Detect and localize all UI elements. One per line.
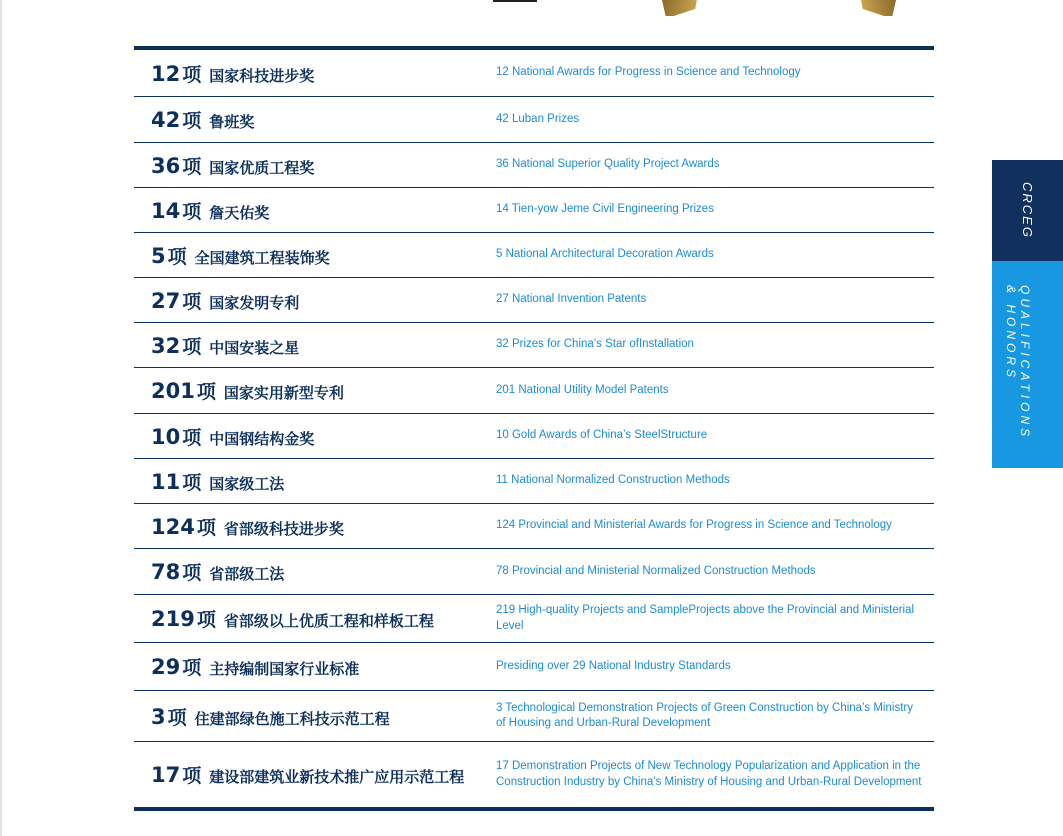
honor-zh-cell (134, 703, 496, 730)
honor-unit: 项 (167, 706, 187, 729)
honor-count: 29 (151, 655, 181, 679)
honor-title-zh: 省部级科技进步奖 (223, 519, 344, 538)
honor-unit: 项 (182, 110, 202, 132)
honor-title-en: 14 Tien-yow Jeme Civil Engineering Prizes (496, 203, 714, 216)
table-row (134, 277, 934, 322)
honor-title-en: Presiding over 29 National Industry Standards (496, 659, 731, 672)
honor-unit: 项 (182, 290, 202, 313)
honor-count: 27 (151, 288, 181, 313)
honor-zh-cell (134, 197, 496, 224)
honor-count: 5 (151, 243, 166, 268)
honor-count: 11 (151, 469, 181, 494)
honor-zh-cell (134, 152, 496, 179)
honor-title-zh: 全国建筑工程装饰奖 (194, 248, 330, 267)
honor-title-zh: 住建部绿色施工科技示范工程 (194, 709, 390, 728)
honor-title-en: 11 National Normalized Construction Methods (496, 474, 730, 487)
honor-zh-cell (134, 468, 496, 495)
honor-count: 32 (151, 333, 181, 358)
honor-count: 78 (151, 560, 181, 584)
honor-title-zh: 鲁班奖 (209, 113, 255, 131)
honor-count: 36 (151, 153, 181, 178)
honor-zh-cell (134, 423, 496, 450)
honor-count: 124 (151, 514, 195, 539)
table-row (134, 741, 934, 807)
table-row (134, 232, 934, 277)
honor-zh-cell (134, 558, 496, 585)
side-tab-code: CRCEG (1020, 182, 1035, 239)
honor-title-en: 12 National Awards for Progress in Science and Technology (496, 66, 801, 79)
honor-unit: 项 (182, 471, 202, 494)
honor-unit: 项 (182, 657, 202, 679)
table-row (134, 503, 934, 548)
honor-zh-cell (134, 605, 496, 632)
honor-title-zh: 詹天佑奖 (209, 203, 270, 222)
honor-unit: 项 (182, 200, 202, 223)
honor-title-en: 10 Gold Awards of China’s SteelStructure (496, 429, 708, 442)
side-section-tab[interactable] (992, 160, 1063, 468)
table-row (134, 690, 934, 741)
medal-ribbon-right-decoration (836, 0, 896, 16)
honor-zh-cell (134, 106, 496, 133)
table-row (134, 96, 934, 142)
honor-unit: 项 (167, 245, 187, 268)
honor-title-zh: 国家科技进步奖 (209, 66, 315, 85)
side-tab-title-line1: QUALIFICATIONS (1018, 285, 1032, 441)
honor-unit: 项 (182, 63, 202, 86)
honor-title-en: 42 Luban Prizes (496, 112, 580, 125)
honor-zh-cell (134, 513, 496, 540)
honor-count: 42 (151, 108, 181, 132)
top-rule-mark (493, 0, 537, 2)
honor-zh-cell (134, 332, 496, 359)
table-row (134, 413, 934, 458)
honor-title-en: 124 Provincial and Ministerial Awards for Progress in Science and Technology (496, 519, 892, 532)
honor-title-zh: 建设部建筑业新技术推广应用示范工程 (209, 768, 465, 786)
honor-zh-cell (134, 377, 496, 404)
honor-title-en: 36 National Superior Quality Project Awards (496, 158, 720, 171)
medal-ribbon-left-decoration (662, 0, 722, 16)
side-tab-title-line2: & HONORS (1004, 285, 1018, 382)
table-row (134, 187, 934, 232)
honor-count: 17 (151, 763, 181, 787)
honor-zh-cell (134, 287, 496, 314)
honor-title-zh: 主持编制国家行业标准 (209, 660, 360, 678)
honor-title-en: 3 Technological Demonstration Projects of Green Construction by China’s Ministry of Housing and Urban-Rural Development (496, 701, 913, 729)
honor-count: 201 (151, 379, 195, 403)
honor-count: 12 (151, 61, 181, 86)
table-row (134, 142, 934, 187)
table-row (134, 642, 934, 690)
table-row (134, 322, 934, 367)
honor-title-zh: 国家优质工程奖 (209, 158, 315, 177)
honor-zh-cell (134, 653, 496, 680)
honor-count: 10 (151, 424, 181, 449)
honor-zh-cell (134, 761, 496, 788)
honor-unit: 项 (182, 335, 202, 358)
honor-title-en: 5 National Architectural Decoration Awards (496, 248, 714, 261)
honor-unit: 项 (182, 155, 202, 178)
honor-unit: 项 (182, 426, 202, 449)
honor-title-en: 27 National Invention Patents (496, 293, 647, 306)
honor-count: 219 (151, 607, 195, 631)
honor-count: 3 (151, 704, 166, 729)
honor-title-zh: 省部级工法 (209, 565, 285, 583)
table-row (134, 548, 934, 594)
honor-unit: 项 (196, 609, 216, 631)
honor-title-en: 17 Demonstration Projects of New Technology Popularization and Application in the Construction Industry by China’s Ministry of Housing and Urban-Rural Development (496, 760, 922, 788)
honor-title-zh: 省部级以上优质工程和样板工程 (223, 612, 434, 630)
honor-count: 14 (151, 198, 181, 223)
honor-title-zh: 中国钢结构金奖 (209, 429, 315, 448)
honors-table (134, 46, 934, 811)
honor-unit: 项 (196, 381, 216, 403)
table-row (134, 50, 934, 96)
honor-zh-cell (134, 60, 496, 87)
page-left-border (0, 0, 2, 836)
honor-unit: 项 (182, 765, 202, 787)
side-tab-code-block (992, 160, 1063, 261)
side-tab-title-block (992, 261, 1063, 468)
honor-unit: 项 (196, 516, 216, 539)
honor-title-en: 78 Provincial and Ministerial Normalized Construction Methods (496, 564, 816, 577)
honor-title-zh: 国家级工法 (209, 474, 285, 493)
table-row (134, 458, 934, 503)
honor-title-zh: 中国安装之星 (209, 338, 300, 357)
honor-title-en: 201 National Utility Model Patents (496, 383, 669, 396)
table-row (134, 367, 934, 413)
table-row (134, 594, 934, 642)
honor-title-zh: 国家实用新型专利 (223, 384, 344, 402)
honor-zh-cell (134, 242, 496, 269)
honor-title-zh: 国家发明专利 (209, 293, 300, 312)
honor-unit: 项 (182, 562, 202, 584)
honor-title-en: 32 Prizes for China’s Star ofInstallation (496, 338, 694, 351)
honor-title-en: 219 High-quality Projects and SampleProjects above the Provincial and Ministerial Level (496, 604, 915, 632)
